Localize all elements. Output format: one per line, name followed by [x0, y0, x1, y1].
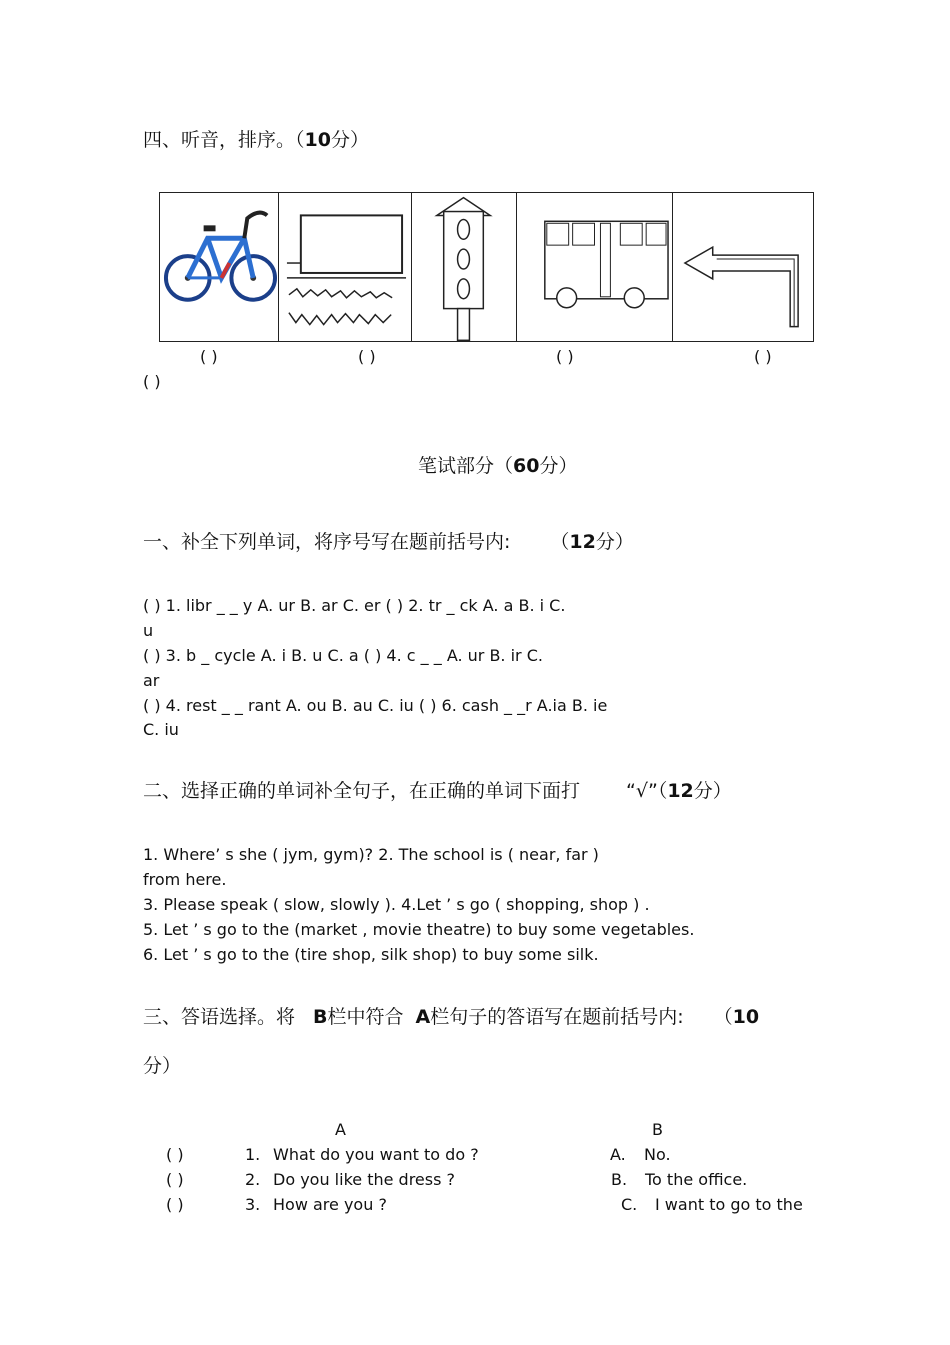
bicycle-icon	[160, 193, 279, 341]
row-blank[interactable]: ( )	[166, 1195, 184, 1214]
part1-line: ar	[143, 671, 160, 690]
answer-blank-5[interactable]: ( )	[143, 372, 161, 391]
title-open: （	[657, 780, 668, 802]
part2-title	[143, 782, 732, 801]
part1-line: ( ) 3. b _ cycle A. i B. u C. a ( ) 4. c _ _ A. ur B. ir C.	[143, 646, 543, 665]
title-b: B	[313, 1006, 328, 1028]
row-blank[interactable]: ( )	[166, 1170, 184, 1189]
written-part-title	[418, 457, 577, 476]
title-suffix: 分）	[539, 455, 578, 477]
title-prefix: 笔试部分（	[418, 455, 514, 477]
row-opt: C.	[621, 1195, 638, 1214]
part2-line: 1. Where’ s she ( jym, gym)? 2. The school is ( near, far )	[143, 845, 599, 864]
picture-strip	[159, 192, 814, 342]
title-score: 12	[569, 531, 596, 553]
title-prefix: 三、答语选择。将	[143, 1006, 296, 1028]
title-suffix: 分）	[693, 780, 732, 802]
title-score: 12	[667, 780, 694, 802]
part2-line: from here.	[143, 870, 227, 889]
row-question: How are you ?	[273, 1195, 387, 1214]
title-suffix: 分）	[330, 129, 369, 151]
section4-title	[143, 131, 369, 150]
row-answer: No.	[644, 1145, 671, 1164]
part1-line: C. iu	[143, 720, 179, 739]
supermarket-icon	[279, 193, 412, 341]
answer-blank-3[interactable]: ( )	[556, 347, 574, 366]
row-answer: I want to go to the	[655, 1195, 803, 1214]
title-mid: 栏中符合	[327, 1006, 404, 1028]
traffic-light-icon	[412, 193, 517, 341]
part2-line: 5. Let ’ s go to the (market , movie theatre) to buy some vegetables.	[143, 920, 695, 939]
title-score: 10	[304, 129, 331, 151]
part3-title	[143, 1008, 759, 1027]
row-question: Do you like the dress ?	[273, 1170, 456, 1189]
part1-line: ( ) 1. libr _ _ y A. ur B. ar C. er ( ) 2. tr _ ck A. a B. i C.	[143, 596, 566, 615]
answer-blank-4[interactable]: ( )	[754, 347, 772, 366]
row-num: 1.	[245, 1145, 261, 1164]
answer-blank-1[interactable]: ( )	[200, 347, 218, 366]
column-a-header: A	[335, 1120, 346, 1139]
title-score: 10	[732, 1006, 760, 1028]
row-blank[interactable]: ( )	[166, 1145, 184, 1164]
title-a: A	[415, 1006, 431, 1028]
bus-icon	[517, 193, 673, 341]
part1-line: u	[143, 621, 154, 640]
title-suffix: 分）	[595, 531, 634, 553]
row-num: 2.	[245, 1170, 261, 1189]
title-prefix: 四、听音，排序。（	[143, 129, 305, 151]
check-mark: “√”	[626, 780, 658, 802]
row-question: What do you want to do ?	[273, 1145, 479, 1164]
title-open: （	[713, 1006, 733, 1028]
row-opt: B.	[611, 1170, 628, 1189]
column-b-header: B	[652, 1120, 663, 1139]
part1-line: ( ) 4. rest _ _ rant A. ou B. au C. iu ( ) 6. cash _ _r A.ia B. ie	[143, 696, 608, 715]
title-open: （	[550, 531, 570, 553]
part1-title	[143, 533, 634, 552]
row-num: 3.	[245, 1195, 261, 1214]
part2-line: 6. Let ’ s go to the (tire shop, silk shop) to buy some silk.	[143, 945, 599, 964]
answer-blank-2[interactable]: ( )	[358, 347, 376, 366]
turn-left-arrow-icon	[673, 193, 813, 341]
title-rest: 栏句子的答语写在题前括号内:	[430, 1006, 684, 1028]
part3-title-suffix: 分）	[143, 1055, 182, 1077]
row-opt: A.	[610, 1145, 626, 1164]
part2-line: 3. Please speak ( slow, slowly ). 4.Let ’ s go ( shopping, shop ) .	[143, 895, 650, 914]
title-prefix: 二、选择正确的单词补全句子，在正确的单词下面打	[143, 780, 581, 802]
title-score: 60	[513, 455, 540, 477]
title-prefix: 一、补全下列单词，将序号写在题前括号内:	[143, 531, 511, 553]
row-answer: To the office.	[645, 1170, 748, 1189]
